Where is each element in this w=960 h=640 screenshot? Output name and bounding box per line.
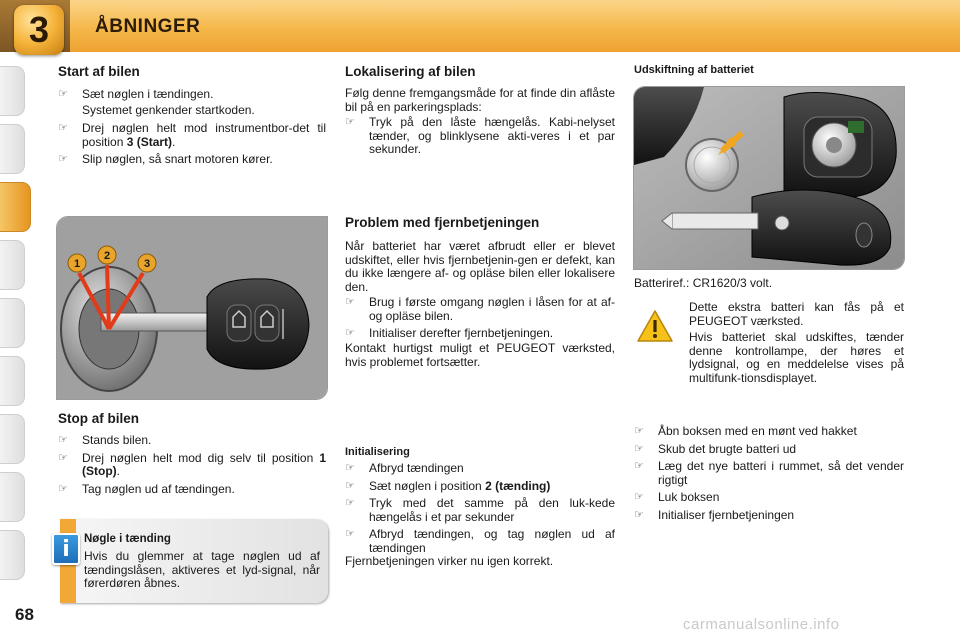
chapter-tab-7[interactable]: [0, 414, 25, 464]
list-item: ☞ Åbn boksen med en mønt ved hakket: [634, 424, 857, 438]
info-text: Hvis du glemmer at tage nøglen ud af tændingslåsen, aktiveres et lyd-signal, når førerdøren åbnes.: [84, 549, 320, 590]
init-title: Initialisering: [345, 446, 410, 458]
problem-title: Problem med fjernbetjeningen: [345, 215, 540, 230]
problem-steps: [345, 296, 615, 345]
chapter-tab-1[interactable]: [0, 66, 25, 116]
locate-steps: [345, 116, 615, 161]
info-icon: i: [52, 533, 80, 565]
pointing-hand-icon: ☞: [634, 508, 644, 521]
start-subline: Systemet genkender startkoden.: [82, 103, 255, 117]
pointing-hand-icon: ☞: [345, 296, 355, 308]
problem-intro: Når batteriet har været afbrudt eller er blevet udskiftet, eller hvis fjernbetjenin-gen er defekt, kan du ikke længere af- og opläse bilen eller lokalisere den.: [345, 239, 615, 294]
chapter-tab-rail: [0, 52, 32, 582]
list-item: ☞ Luk boksen: [634, 490, 720, 504]
stop-title: Stop af bilen: [58, 411, 139, 426]
pointing-hand-icon: ☞: [58, 122, 68, 134]
position-label-2: 2: [103, 250, 111, 262]
battery-steps: [634, 425, 904, 526]
locate-intro: Følg denne fremgangsmåde for at finde din aflåste bil på en parkeringsplads:: [345, 86, 615, 114]
chapter-tab-9[interactable]: [0, 530, 25, 580]
ignition-key-drawing: [57, 217, 327, 399]
chapter-title: ÅBNINGER: [95, 16, 201, 37]
pointing-hand-icon: ☞: [634, 491, 644, 503]
stop-steps: [58, 434, 326, 500]
chapter-tab-8[interactable]: [0, 472, 25, 522]
list-item: ☞ Sæt nøglen i tændingen.: [58, 87, 214, 101]
init-outro: Fjernbetjeningen virker nu igen korrekt.: [345, 554, 554, 568]
chapter-number-badge: 3: [14, 5, 64, 55]
pointing-hand-icon: ☞: [58, 88, 68, 100]
list-item: ☞ Tryk på den låste hængelås. Kabi-nelyset tænder, og blinklysene akti-veres i et par sekunder.: [345, 115, 615, 156]
pointing-hand-icon: ☞: [58, 451, 68, 464]
list-item: ☞ Stands bilen.: [58, 433, 152, 447]
list-item: ☞ Slip nøglen, så snart motoren kører.: [58, 152, 273, 166]
pointing-hand-icon: ☞: [345, 327, 355, 339]
pointing-hand-icon: ☞: [634, 460, 644, 472]
list-item: ☞ Initialiser derefter fjernbetjeningen.: [345, 326, 554, 340]
start-title: Start af bilen: [58, 64, 140, 79]
battery-replacement-illustration: [633, 86, 905, 270]
list-item: ☞ Afbryd tændingen, og tag nøglen ud af tændingen: [345, 527, 615, 555]
pointing-hand-icon: ☞: [634, 442, 644, 455]
list-item: ☞ Skub det brugte batteri ud: [634, 441, 797, 456]
battery-warning-note-1: Dette ekstra batteri kan fås på et PEUGEOT værksted.: [689, 300, 904, 328]
problem-outro: Kontakt hurtigst muligt et PEUGEOT værksted, hvis problemet fortsætter.: [345, 341, 615, 369]
chapter-tab-5[interactable]: [0, 298, 25, 348]
chapter-tab-2[interactable]: [0, 124, 25, 174]
list-item: ☞ Initialiser fjernbetjeningen: [634, 507, 795, 522]
list-item: ☞ Sæt nøglen i position 2 (tænding): [345, 478, 551, 493]
list-item: ☞ Drej nøglen helt mod dig selv til position 1 (Stop).: [58, 450, 326, 478]
info-box-key-in-ignition: [60, 519, 328, 603]
warning-triangle-icon: [636, 309, 674, 343]
position-label-1: 1: [73, 258, 81, 270]
battery-title: Udskiftning af batteriet: [634, 64, 754, 76]
pointing-hand-icon: ☞: [58, 434, 68, 446]
pointing-hand-icon: ☞: [634, 425, 644, 437]
list-item: ☞ Læg det nye batteri i rummet, så det vender rigtigt: [634, 459, 904, 487]
list-item: ☞ Afbryd tændingen: [345, 461, 464, 475]
pointing-hand-icon: ☞: [345, 528, 355, 540]
page-number: 68: [15, 605, 34, 624]
pointing-hand-icon: ☞: [345, 497, 355, 509]
list-item: ☞ Tryk med det samme på den luk-kede hængelås i et par sekunder: [345, 496, 615, 524]
pointing-hand-icon: ☞: [58, 482, 68, 495]
info-title: Nøgle i tænding: [84, 533, 171, 545]
ignition-key-illustration: [56, 216, 328, 400]
locate-title: Lokalisering af bilen: [345, 64, 476, 79]
list-item: ☞ Tag nøglen ud af tændingen.: [58, 481, 235, 496]
list-item: ☞ Brug i første omgang nøglen i låsen for at af- og opläse bilen.: [345, 295, 615, 323]
init-steps: [345, 462, 615, 559]
position-label-3: 3: [143, 258, 151, 270]
pointing-hand-icon: ☞: [345, 116, 355, 128]
pointing-hand-icon: ☞: [345, 479, 355, 492]
list-item: ☞ Drej nøglen helt mod instrumentbor-det til position 3 (Start).: [58, 121, 326, 149]
battery-reference: Batteriref.: CR1620/3 volt.: [634, 276, 773, 290]
chapter-tab-6[interactable]: [0, 356, 25, 406]
pointing-hand-icon: ☞: [345, 462, 355, 474]
pointing-hand-icon: ☞: [58, 153, 68, 165]
chapter-tab-3-active[interactable]: [0, 182, 31, 232]
chapter-tab-4[interactable]: [0, 240, 25, 290]
start-steps-continued: [58, 122, 326, 171]
watermark-text: carmanualsonline.info: [683, 616, 840, 633]
chapter-header: [0, 0, 960, 52]
battery-warning-note-2: Hvis batteriet skal udskiftes, tænder denne kontrollampe, der høres et lydsignal, og en meddelelse vises på multifunk-tionsdisplayet.: [689, 330, 904, 385]
battery-key-drawing: [634, 87, 904, 269]
